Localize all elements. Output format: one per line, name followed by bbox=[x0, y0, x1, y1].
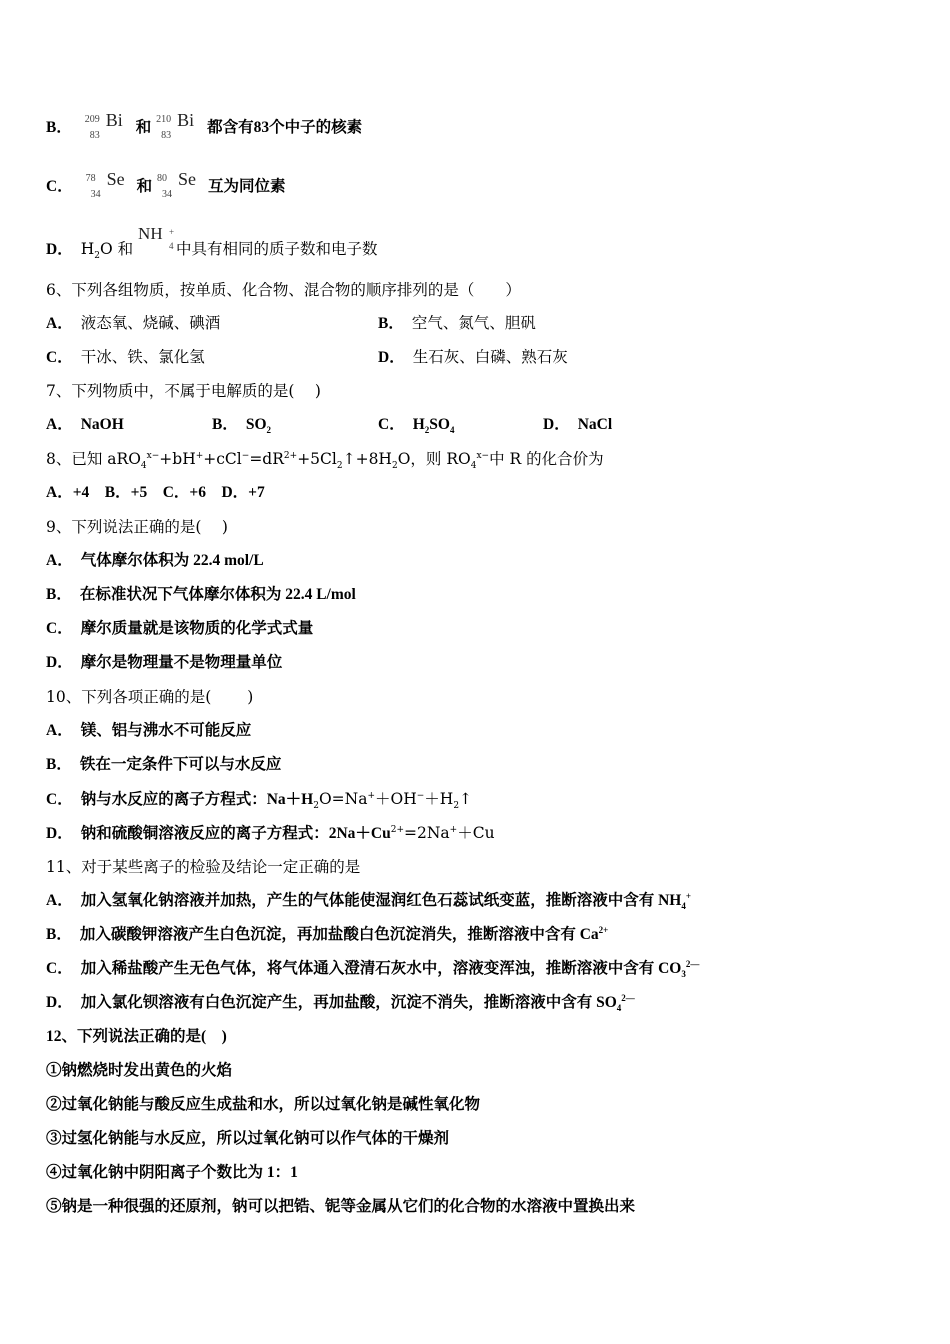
q11-option-b: B． 加入碳酸钾溶液产生白色沉淀，再加盐酸白色沉淀消失，推断溶液中含有 $Ca^{2+}$ bbox=[46, 924, 609, 943]
q6-option-d: D． 生石灰、白磷、熟石灰 bbox=[378, 348, 568, 366]
q11-option-c: C． 加入稀盐酸产生无色气体，将气体通入澄清石灰水中，溶液变浑浊，推断溶液中含有 $CO_3^{2—}$ bbox=[46, 958, 700, 980]
q7-option-b: B． $SO_2$ bbox=[212, 416, 272, 436]
q12-item: ⑤钠是一种很强的还原剂，钠可以把锆、铌等金属从它们的化合物的水溶液中置换出来 bbox=[46, 1198, 636, 1215]
q8-options: A．+4 B．+5 C．+6 D．+7 bbox=[46, 484, 265, 501]
q9-option-b: B． 在标准状况下气体摩尔体积为 22.4 L/mol bbox=[46, 586, 356, 603]
bi-210-nuclide: 210 83 Bi bbox=[156, 110, 195, 141]
q6-option-c: C． 干冰、铁、氯化氢 bbox=[46, 348, 205, 366]
bi-209-nuclide: 209 83 Bi bbox=[84, 110, 123, 141]
q10-option-d: D． 钠和硫酸铜溶液反应的离子方程式：$2Na+Cu^{2+}=2Na^++Cu$ bbox=[46, 824, 495, 842]
q11-option-a: A． 加入氢氧化钠溶液并加热，产生的气体能使湿润红色石蕊试纸变蓝，推断溶液中含有 $NH_4^+$ bbox=[46, 890, 691, 912]
q10-option-c: C． 钠与水反应的离子方程式：$Na+H_2O=Na^++OH^-+H_2↑$ bbox=[46, 790, 473, 812]
q6-stem: 6、下列各组物质，按单质、化合物、混合物的顺序排列的是（ ） bbox=[46, 281, 521, 299]
q9-option-d: D． 摩尔是物理量不是物理量单位 bbox=[46, 654, 283, 671]
q12-item: ③过氢化钠能与水反应，所以过氧化钠可以作气体的干燥剂 bbox=[46, 1130, 450, 1147]
q7-option-c: C． $H_2SO_4$ bbox=[378, 416, 455, 436]
q8-stem: 8、已知 $aRO_4^{x-}+bH^++cCl^-=dR^{2+}+5Cl_2↑+8H_2O$，则 $RO_4^{x-}$中 R 的化合价为 bbox=[46, 450, 604, 472]
ammonium-ion: NH + 4 bbox=[138, 224, 175, 251]
q10-option-b: B． 铁在一定条件下可以与水反应 bbox=[46, 756, 282, 773]
q10-option-a: A． 镁、铝与沸水不可能反应 bbox=[46, 722, 252, 739]
q9-stem: 9、下列说法正确的是( ) bbox=[46, 518, 228, 536]
q12-item: ①钠燃烧时发出黄色的火焰 bbox=[46, 1062, 233, 1079]
q12-stem: 12、下列说法正确的是( ) bbox=[46, 1028, 227, 1045]
q9-option-c: C． 摩尔质量就是该物质的化学式式量 bbox=[46, 620, 314, 637]
q5-option-c: C． 78 34 Se 和 80 34 Se 互为同位素 bbox=[46, 169, 286, 200]
q12-item: ④过氧化钠中阴阳离子个数比为 1：1 bbox=[46, 1164, 298, 1181]
q9-option-a: A． 气体摩尔体积为 22.4 mol/L bbox=[46, 552, 264, 569]
q5-option-b: B． 209 83 Bi 和 210 83 Bi 都含有83个中子的核素 bbox=[46, 110, 363, 141]
q7-option-d: D． NaCl bbox=[543, 416, 613, 433]
q5-option-d: D． $H_2O$ 和 NH + 4 中具有相同的质子数和电子数 bbox=[46, 224, 378, 262]
q7-option-a: A． NaOH bbox=[46, 416, 124, 433]
se-78-nuclide: 78 34 Se bbox=[85, 169, 125, 200]
se-80-nuclide: 80 34 Se bbox=[157, 169, 197, 200]
q11-option-d: D． 加入氯化钡溶液有白色沉淀产生，再加盐酸，沉淀不消失，推断溶液中含有 $SO_4^{2—}$ bbox=[46, 992, 635, 1014]
q6-option-b: B． 空气、氮气、胆矾 bbox=[378, 314, 536, 332]
q11-stem: 11、对于某些离子的检验及结论一定正确的是 bbox=[46, 858, 361, 876]
q7-stem: 7、下列物质中，不属于电解质的是( ) bbox=[46, 382, 321, 400]
q6-option-a: A． 液态氧、烧碱、碘酒 bbox=[46, 314, 221, 332]
q12-item: ②过氧化钠能与酸反应生成盐和水，所以过氧化钠是碱性氧化物 bbox=[46, 1096, 481, 1113]
q10-stem: 10、下列各项正确的是( ) bbox=[46, 688, 254, 706]
